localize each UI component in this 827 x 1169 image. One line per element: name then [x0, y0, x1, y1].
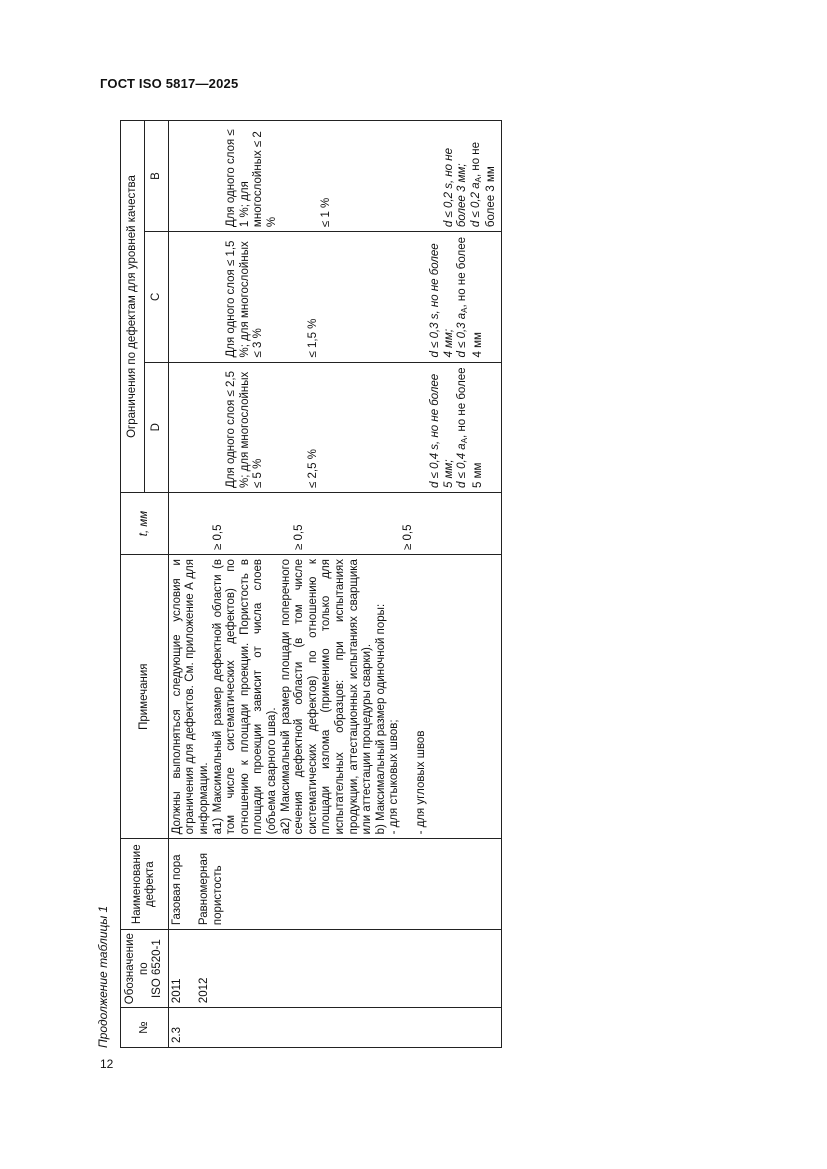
col-header-limits: Ограничения по дефектам для уровней качества — [121, 121, 145, 493]
note-b-fillet: - для угловых швов — [415, 730, 428, 835]
header-row — [121, 121, 145, 1048]
note-a1: а1) Максимальный размер дефектной области (в том числе систематических дефектов) по отношению к площади проекции. Пористость в площади проекции зависит от числа слоев (объема сварного шва). — [211, 559, 278, 835]
cell-thickness: ≥ 0,5 ≥ 0,5 ≥ 0,5 — [168, 492, 501, 554]
table-caption: Продолжение таблицы 1 — [96, 905, 110, 1048]
note-a2: а2) Максимальный размер площади поперечного сечения дефектной области (в том числе систематических дефектов) по отношению к площади излома (применимо только для испытательных образцов: при испытаниях продукции, аттестационных испытаниях сварщика или аттестации процедуры сварки). — [279, 559, 374, 835]
col-header-d: D — [144, 362, 168, 492]
defects-table — [120, 120, 502, 1048]
cell-name: Газовая пора Равномерная пористость — [168, 839, 501, 930]
col-header-no: № — [121, 1008, 169, 1048]
cell-no: 2.3 — [168, 1008, 501, 1048]
document-header: ГОСТ ISO 5817—2025 — [100, 76, 239, 91]
note-intro: Должны выполняться следующие условия и ограничения для дефектов. См. приложение А для информации. — [170, 559, 210, 835]
cell-level-d: Для одного слоя ≤ 2,5 %; для многослойных ≤ 5 % ≤ 2,5 % d ≤ 0,4 s, но не более 5 мм; d ≤ 0,4 $a_A$, но не более 5 мм — [168, 362, 501, 492]
page-number: 12 — [100, 1057, 114, 1071]
col-header-b: B — [144, 121, 168, 232]
table-row — [168, 121, 501, 1048]
col-header-iso: Обозначение по ISO 6520-1 — [121, 930, 169, 1008]
rotated-table-block — [96, 118, 524, 1048]
cell-level-c: Для одного слоя ≤ 1,5 %; для многослойных ≤ 3 % ≤ 1,5 % d ≤ 0,3 s, но не более 4 мм; d ≤ 0,3 $a_A$, но не более 4 мм — [168, 232, 501, 362]
cell-iso: 2011 2012 — [168, 930, 501, 1008]
note-b-title: b) Максимальный размер одиночной поры: — [374, 603, 387, 835]
cell-level-b: Для одного слоя ≤ 1 %; для многослойных ≤ 2 % ≤ 1 % d ≤ 0,2 s, но не более 3 мм; d ≤ 0,2 $a_A$, но не более 3 мм — [168, 121, 501, 232]
col-header-notes: Примечания — [121, 555, 169, 839]
col-header-thickness: t, мм — [121, 492, 169, 554]
note-b-butt: - для стыковых швов; — [388, 719, 401, 835]
cell-notes — [168, 555, 501, 839]
col-header-name: Наименование дефекта — [121, 839, 169, 930]
col-header-c: C — [144, 232, 168, 362]
